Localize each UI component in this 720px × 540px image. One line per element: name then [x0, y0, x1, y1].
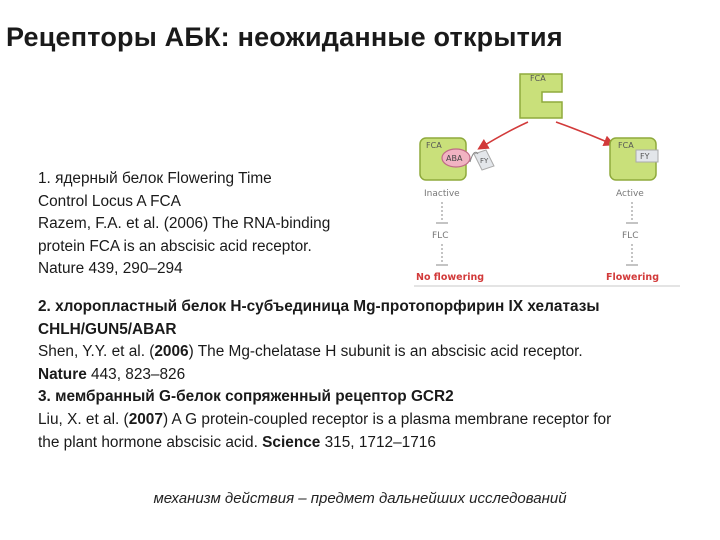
right-fca-complex [610, 138, 658, 180]
left-fca-label: FCA [426, 141, 442, 150]
item-3-citation-line-2 [38, 432, 714, 455]
flc-right-label: FLC [622, 231, 639, 241]
top-fca-label: FCA [530, 74, 546, 83]
item-1-block [38, 168, 398, 281]
items-2-3-block [38, 296, 714, 454]
item-3-cite-post: ) A G protein-coupled receptor is a plasma membrane receptor for [162, 410, 612, 428]
fy-left-label: FY [480, 157, 489, 165]
item-2-year: 2006 [154, 343, 189, 361]
fca-pathway-diagram [414, 62, 680, 290]
arrow-to-left [480, 122, 528, 148]
item-3-heading: 3. мембранный G-белок сопряженный рецептор GCR2 [38, 388, 454, 406]
item-1-journal: Nature [38, 260, 85, 278]
right-fca-label: FCA [618, 141, 634, 150]
item-1-citation-line-2: protein FCA is an abscisic acid receptor. [38, 237, 312, 255]
slide-title: Рецепторы АБК: неожиданные открытия [6, 22, 563, 52]
item-1-heading-line-2: Control Locus A FCA [38, 192, 181, 210]
item-2-ref: 443, 823–826 [86, 365, 186, 383]
item-3-journal: Science [262, 433, 321, 451]
item-2-cite-pre: Shen, Y.Y. et al. ( [38, 343, 155, 361]
flowering-label: Flowering [606, 272, 659, 283]
item-1-heading-line-1: 1. ядерный белок Flowering Time [38, 170, 272, 187]
inactive-label: Inactive [424, 189, 460, 199]
item-2-citation-line-2 [38, 364, 714, 387]
item-3-line3: the plant hormone abscisic acid. [38, 433, 263, 451]
item-3-citation-line-1 [38, 409, 714, 432]
item-3-ref: 315, 1712–1716 [320, 433, 436, 451]
active-label: Active [616, 189, 644, 199]
top-fca-protein [520, 74, 562, 118]
item-3-year: 2007 [128, 410, 163, 428]
item-1-citation-line-1: Razem, F.A. et al. (2006) The RNA-binding [38, 215, 331, 233]
item-1-ref: 439, 290–294 [84, 260, 183, 278]
left-fca-complex [420, 138, 494, 180]
flc-left-label: FLC [432, 231, 449, 241]
item-3-cite-pre: Liu, X. et al. ( [38, 410, 129, 428]
item-2-heading-line-2: CHLH/GUN5/ABAR [38, 320, 177, 338]
item-2-cite-post: ) The Mg-chelatase H subunit is an abscisic acid receptor. [188, 343, 583, 361]
item-2-heading-line-1: 2. хлоропластный белок Н-субъединица Mg-протопорфирин IX хелатазы [38, 298, 600, 315]
no-flowering-label: No flowering [416, 272, 485, 283]
item-2-journal: Nature [38, 365, 87, 383]
footer-note: механизм действия – предмет дальнейших исследований [153, 490, 567, 507]
aba-label: ABA [446, 154, 463, 163]
arrow-to-right [556, 122, 612, 144]
item-1-citation-line-3 [38, 258, 398, 281]
fy-right-label: FY [640, 152, 650, 161]
item-2-citation-line-1 [38, 341, 714, 364]
